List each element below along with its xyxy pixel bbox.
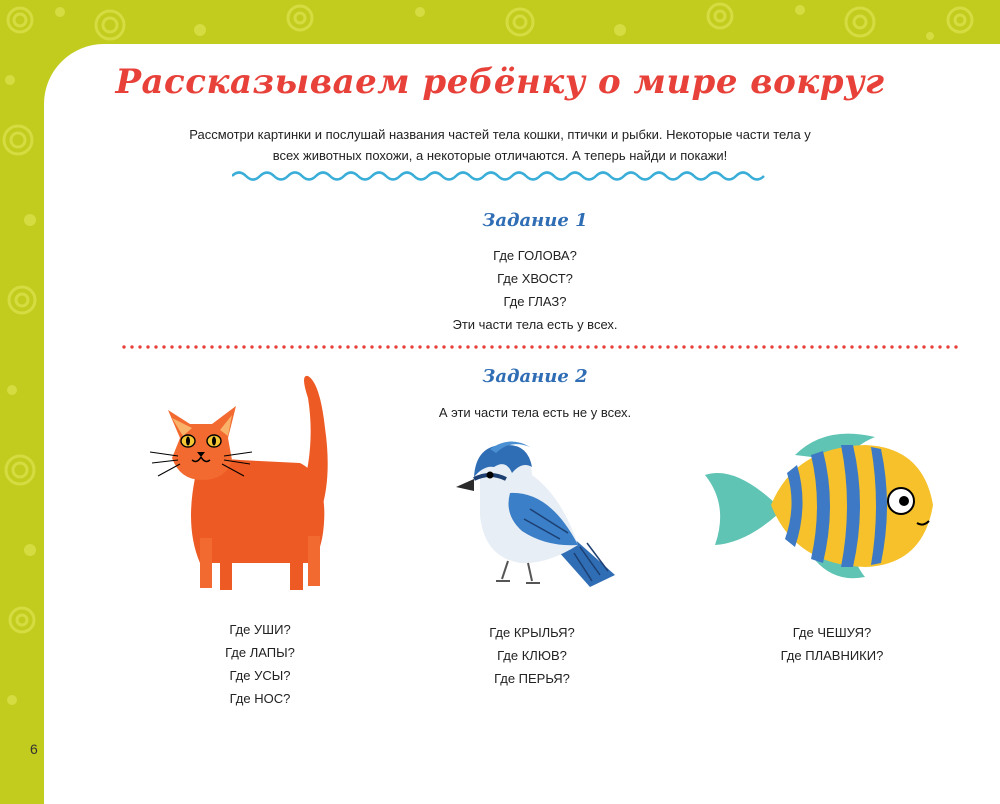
fish-question: Где ПЛАВНИКИ? bbox=[780, 648, 884, 663]
task1-question: Где ХВОСТ? bbox=[497, 271, 573, 286]
intro-text bbox=[180, 124, 820, 166]
page-number: 6 bbox=[30, 741, 38, 757]
bird-questions bbox=[442, 621, 622, 690]
fish-questions bbox=[732, 621, 932, 667]
cat-questions bbox=[170, 618, 350, 710]
task1-questions bbox=[0, 244, 1000, 336]
cat-question: Где НОС? bbox=[229, 691, 291, 706]
page-title: Рассказываем ребёнку о мире вокруг bbox=[115, 62, 885, 102]
cat-question: Где УШИ? bbox=[229, 622, 291, 637]
bird-question: Где ПЕРЬЯ? bbox=[494, 671, 570, 686]
intro-line-1: Рассмотри картинки и послушай названия частей тела кошки, птички и рыбки. Некоторые части тела у bbox=[189, 127, 811, 142]
cat-illustration bbox=[140, 368, 345, 593]
fish-question: Где ЧЕШУЯ? bbox=[792, 625, 872, 640]
cat-question: Где УСЫ? bbox=[229, 668, 291, 683]
fish-illustration bbox=[705, 425, 935, 585]
task1-title: Задание 1 bbox=[482, 210, 588, 231]
task1-question: Эти части тела есть у всех. bbox=[452, 317, 618, 332]
bird-question: Где КРЫЛЬЯ? bbox=[489, 625, 575, 640]
task2-subtitle: А эти части тела есть не у всех. bbox=[438, 405, 632, 420]
cat-question: Где ЛАПЫ? bbox=[225, 645, 295, 660]
task1-question: Где ГЛАЗ? bbox=[503, 294, 567, 309]
bird-illustration bbox=[450, 435, 620, 587]
dotted-divider bbox=[120, 345, 958, 349]
bird-question: Где КЛЮВ? bbox=[497, 648, 567, 663]
task1-question: Где ГОЛОВА? bbox=[493, 248, 577, 263]
wave-divider bbox=[232, 168, 772, 184]
intro-line-2: всех животных похожи, а некоторые отличаются. А теперь найди и покажи! bbox=[272, 148, 728, 163]
task2-title: Задание 2 bbox=[482, 366, 588, 387]
